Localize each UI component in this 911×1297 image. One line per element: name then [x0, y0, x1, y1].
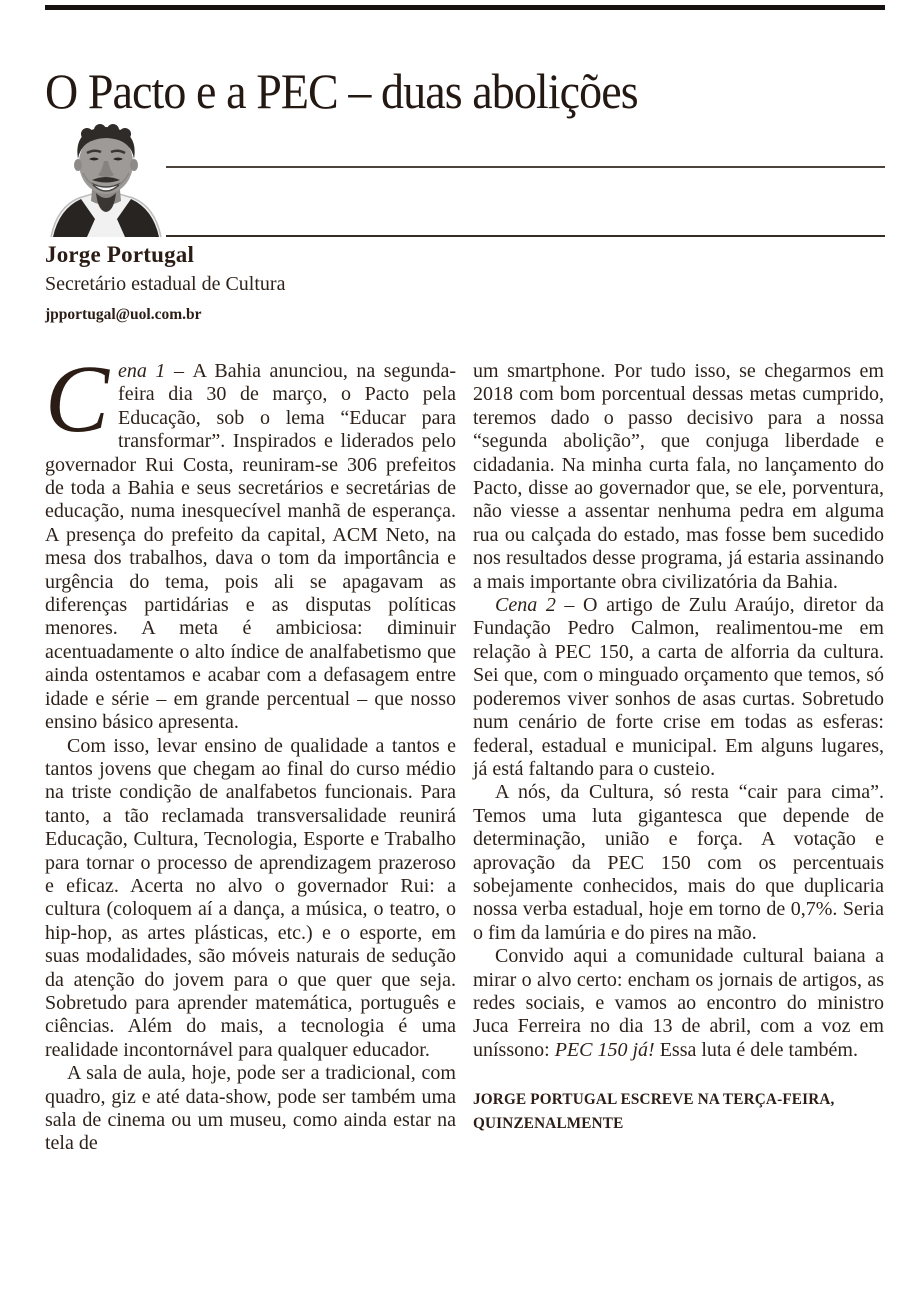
paragraph-text: A Bahia anunciou, na segunda-feira dia 30 de março, o Pacto pela Educação, sob o lema “Educar para transformar”. Inspirados e liderados pelo governador Rui Costa, reuniram-se 306 prefeitos de toda a Bahia e seus secretários e secretárias de educação, numa inesquecível manhã de esperança. A presença do prefeito da capital, ACM Neto, na mesa dos trabalhos, dava o tom da importância e urgência do tema, pois ali se apagavam as diferenças partidárias e as disputas políticas menores. A meta é ambiciosa: diminuir acentuadamente o alto índice de analfabetismo que ainda ostentamos e acabar com a defasagem entre idade e série – em grande percentual – que nosso ensino básico apresenta.	[45, 360, 456, 734]
paragraph-cena-2	[473, 594, 884, 781]
top-rule	[45, 5, 885, 10]
paragraph-text: Convido aqui a comunidade cultural baiana a mirar o alvo certo: encham os jornais de artigos, as redes sociais, e vamos ao encontro do ministro Juca Ferreira no dia 13 de abril, com a voz em uníssono:	[473, 945, 884, 1061]
article-title: O Pacto e a PEC – duas abolições	[45, 63, 638, 119]
column-left	[45, 345, 456, 1156]
article-body	[45, 345, 885, 1156]
drop-cap: C	[45, 345, 110, 452]
footer-line-2: QUINZENALMENTE	[473, 1114, 624, 1132]
author-name: Jorge Portugal	[45, 242, 195, 267]
scene-1-lead: ena 1 –	[118, 360, 193, 382]
pec-150-ja-italic: PEC 150 já!	[554, 1038, 655, 1061]
author-role: Secretário estadual de Cultura	[45, 273, 286, 295]
paragraph-text: O artigo de Zulu Araújo, diretor da Fundação Pedro Calmon, realimentou-me em relação à PEC 150, a carta de alforria da cultura. Sei que, com o minguado orçamento que temos, só poderemos viver sonhos de asas curtas. Sobretudo num cenário de forte crise em todas as esferas: federal, estadual e municipal. Em alguns lugares, já está faltando para o custeio.	[473, 594, 885, 780]
paragraph: Com isso, levar ensino de qualidade a tantos e tantos jovens que chegam ao final do curso médio na triste condição de analfabetos funcionais. Para tanto, a tão reclamada transversalidade reunirá Educação, Cultura, Tecnologia, Esporte e Trabalho para tornar o processo de aprendizagem prazeroso e eficaz. Acerta no alvo o governador Rui: a cultura (coloquem aí a dança, a música, o teatro, o hip-hop, as artes plásticas, etc.) e o esporte, em suas modalidades, são móveis naturais de sedução da atenção do jovem para o que quer que seja. Sobretudo para aprender matemática, português e ciências. Além do mais, a tecnologia é uma realidade incontornável para qualquer educador.	[45, 734, 456, 1061]
header-thin-rule-top	[45, 166, 885, 168]
column-right	[473, 360, 884, 1156]
scene-2-lead: Cena 2 –	[495, 594, 584, 617]
author-photo	[45, 121, 166, 237]
paragraph-closing	[473, 945, 884, 1062]
column-footer-note	[473, 1088, 887, 1135]
footer-line-1: JORGE PORTUGAL ESCREVE NA TERÇA-FEIRA,	[473, 1091, 835, 1109]
paragraph-continuation: um smartphone. Por tudo isso, se chegarmos em 2018 com bom porcentual dessas metas cumprido, teremos dado o passo decisivo para a nossa “segunda abolição”, que conjuga liberdade e cidadania. Na minha curta fala, no lançamento do Pacto, disse ao governador que, se ele, porventura, não viesse a assentar nenhuma pedra em alguma rua ou calçada do estado, mas fosse bem sucedido nos resultados desse programa, já estaria assinando a mais importante obra civilizatória da Bahia.	[473, 360, 884, 593]
author-portrait-illustration	[45, 121, 166, 237]
header-thin-rule-bottom	[45, 235, 885, 237]
paragraph-cena-1	[45, 345, 456, 735]
paragraph-tail-text: Essa luta é dele também.	[654, 1038, 858, 1061]
paragraph: A sala de aula, hoje, pode ser a tradicional, com quadro, giz e até data-show, pode ser também uma sala de cinema ou um museu, como ainda estar na tela de	[45, 1062, 456, 1155]
author-email: jpportugal@uol.com.br	[45, 306, 202, 323]
paragraph: A nós, da Cultura, só resta “cair para cima”. Temos uma luta gigantesca que depende de determinação, união e força. A votação e aprovação da PEC 150 com os percentuais sobejamente conhecidos, mais do que duplicaria nossa verba estadual, hoje em torno de 0,7%. Seria o fim da lamúria e do pires na mão.	[473, 781, 884, 944]
